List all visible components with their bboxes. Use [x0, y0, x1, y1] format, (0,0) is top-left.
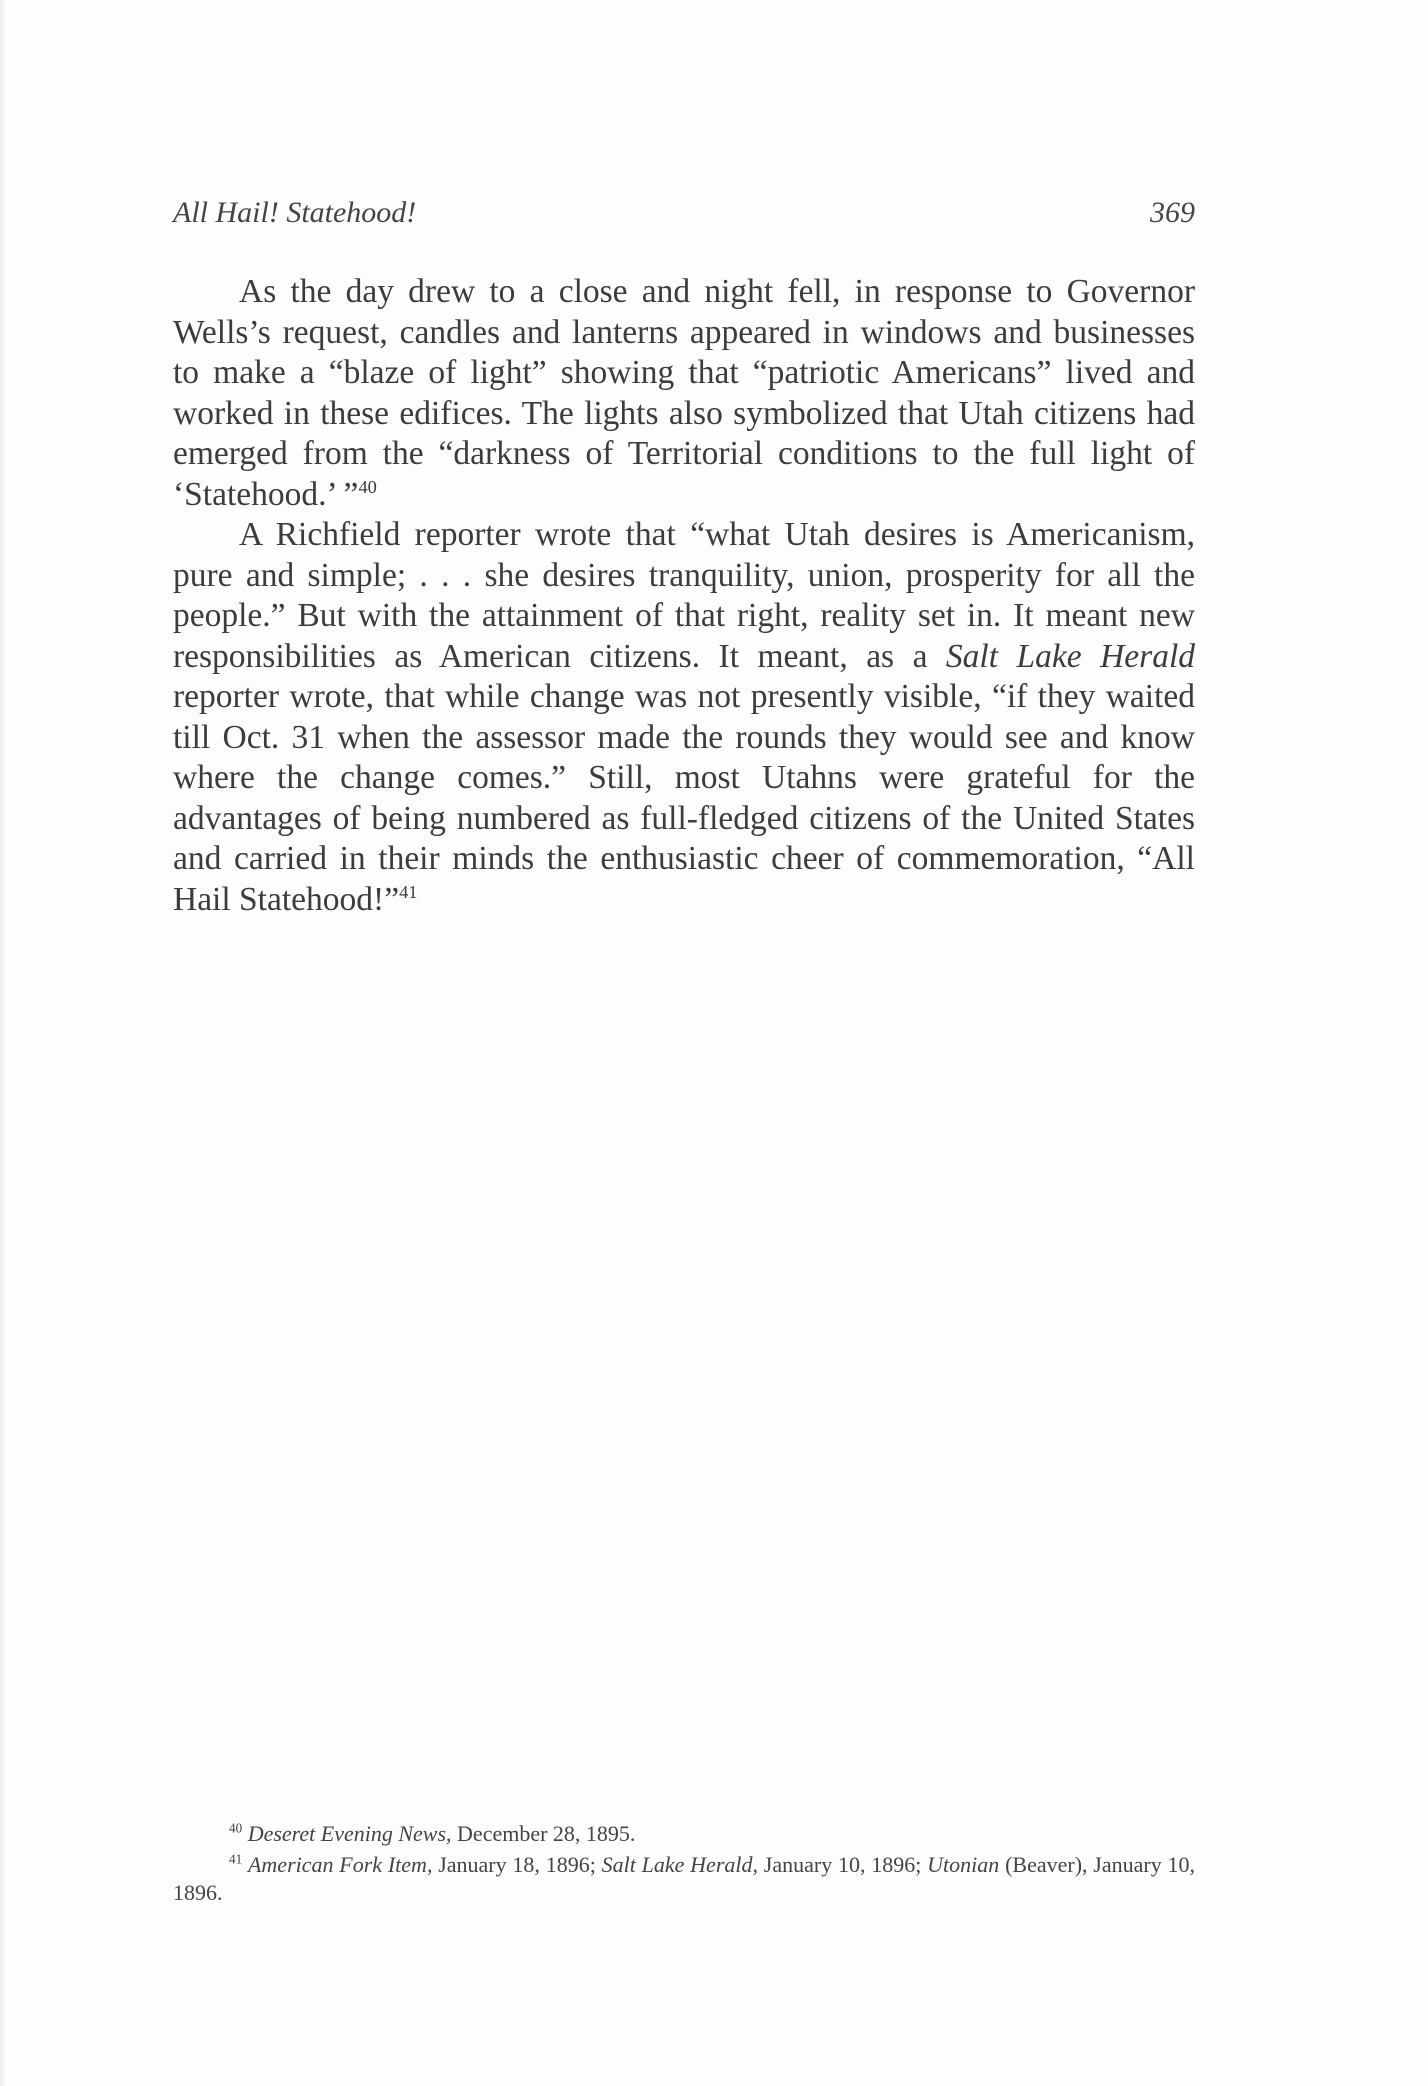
paragraph-2-text-a: A Richfield reporter wrote that “what Utah desires is Americanism, pure and simple; . . . she desires tranquility, union, prosperity for all the people.” But with the attainment of that right, reality set in. It meant new responsibilities as American citizens. It meant, as a: [173, 516, 1195, 675]
running-head: All Hail! Statehood!: [173, 196, 417, 229]
footnote-number: 41: [229, 1851, 243, 1867]
page-number: 369: [1150, 196, 1195, 229]
paragraph-2: [173, 515, 1195, 920]
footnotes: [173, 1820, 1195, 1910]
footnote-source-title: Deseret Evening News: [247, 1821, 447, 1846]
page-edge: [0, 0, 6, 2086]
footnote-source-title: Utonian: [927, 1852, 1000, 1877]
footnote-text: , January 18, 1896;: [426, 1852, 602, 1877]
footnote-40: [173, 1820, 1195, 1848]
body-text: [173, 272, 1195, 920]
paragraph-2-text-b: reporter wrote, that while change was not presently visible, “if they waited till Oct. 31 when the assessor made the rounds they would see and know where the change comes.” Still, most Utahns were grateful for the advantages of being numbered as full-fledged citizens of the United States and carried in their minds the enthusiastic cheer of commemoration, “All Hail Statehood!”: [173, 678, 1195, 918]
paragraph-1-text: As the day drew to a close and night fell, in response to Governor Wells’s request, candles and lanterns appeared in windows and businesses to make a “blaze of light” showing that “patriotic Americans” lived and worked in these edifices. The lights also symbolized that Utah citizens had emerged from the “darkness of Territorial conditions to the full light of ‘Statehood.’ ”: [173, 273, 1195, 513]
footnote-number: 40: [229, 1820, 243, 1836]
page-header: [173, 190, 1195, 240]
footnote-source-title: American Fork Item: [247, 1852, 427, 1877]
footnote-text: , December 28, 1895.: [446, 1821, 636, 1846]
footnote-41: [173, 1851, 1195, 1907]
footnote-source-title: Salt Lake Herald: [601, 1852, 753, 1877]
paragraph-1: [173, 272, 1195, 515]
footnote-ref-40: 40: [358, 476, 377, 497]
footnote-text: (Beaver), January 10, 1896.: [173, 1852, 1196, 1905]
footnote-ref-41: 41: [399, 881, 418, 902]
footnote-text: , January 10, 1896;: [752, 1852, 928, 1877]
paragraph-2-italic-title: Salt Lake Herald: [945, 637, 1196, 675]
